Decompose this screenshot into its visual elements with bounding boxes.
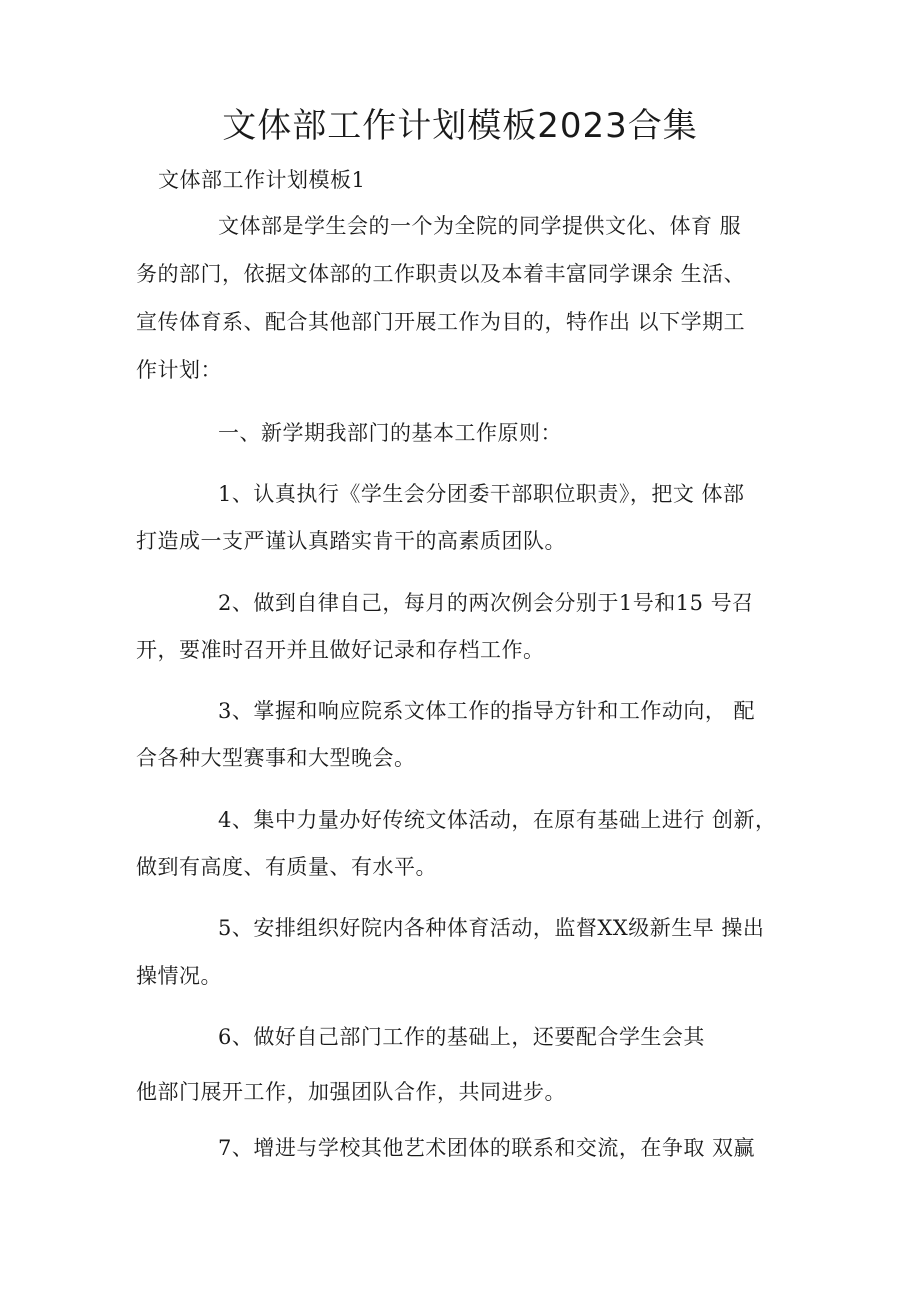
list-item-line: 3、掌握和响应院系文体工作的指导方针和工作动向， 配 [218, 699, 756, 723]
list-item-line: 合各种大型赛事和大型晚会。 [136, 746, 416, 770]
section-subtitle: 文体部工作计划模板1 [158, 168, 366, 192]
list-item-line: 6、做好自己部门工作的基础上，还要配合学生会其 [218, 1025, 705, 1049]
paragraph-line: 文体部是学生会的一个为全院的同学提供文化、体育 服 [218, 214, 742, 238]
list-item-line: 开，要准时召开并且做好记录和存档工作。 [136, 638, 545, 662]
list-item-line: 2、做到自律自己，每月的两次例会分别于1号和15 号召 [218, 591, 754, 615]
section-heading: 一、新学期我部门的基本工作原则： [218, 421, 562, 445]
paragraph-line: 务的部门，依据文体部的工作职责以及本着丰富同学课余 生活、 [136, 262, 746, 286]
document-title: 文体部工作计划模板2023合集 [222, 106, 698, 146]
list-item-line: 操情况。 [136, 964, 222, 988]
list-item-line: 1、认真执行《学生会分团委干部职位职责》，把文 体部 [218, 482, 745, 506]
list-item-line: 做到有高度、有质量、有水平。 [136, 855, 437, 879]
paragraph-line: 宣传体育系、配合其他部门开展工作为目的，特作出 以下学期工 [136, 310, 746, 334]
list-item-line: 4、集中力量办好传统文体活动，在原有基础上进行 创新， [218, 808, 777, 832]
list-item-line: 7、增进与学校其他艺术团体的联系和交流，在争取 双赢 [218, 1136, 756, 1160]
list-item-line: 打造成一支严谨认真踏实肯干的高素质团队。 [136, 529, 566, 553]
paragraph-line: 作计划： [136, 358, 222, 382]
list-item-line: 他部门展开工作，加强团队合作，共同进步。 [136, 1080, 566, 1104]
list-item-line: 5、安排组织好院内各种体育活动，监督XX级新生早 操出 [218, 916, 765, 940]
